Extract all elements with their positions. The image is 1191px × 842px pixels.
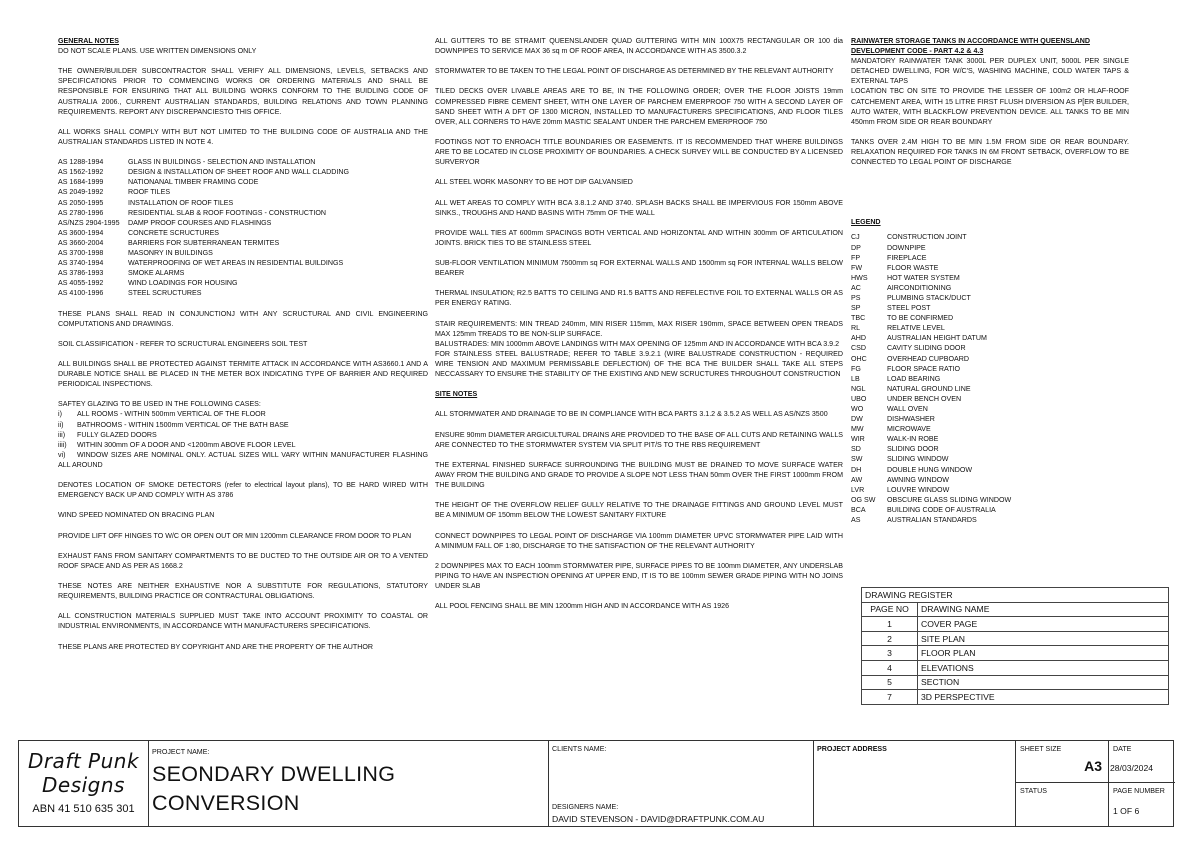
legend-item: NGL NATURAL GROUND LINE <box>851 384 971 393</box>
stainless-note: FOR STAINLESS STEEL BALUSTRADE; REFER TO TABLE 3.9.2.1 (WIRE BALUSTRADE CONSTRUCTION - REQUIRED WIRE TENSION AND MAXIMUM PERMISSABLE DEFLECTION) OF THE BCA THE BUILDER SHALL TAKE ALL STEPS NECCASSARY TO ENSURE THE STABILITY OF THE EXISTING AND NEW SCRUCTURES THROUGHOUT CONSTRUCTION <box>435 349 843 379</box>
project-name-line2: CONVERSION <box>152 791 300 815</box>
standard-item: AS 3700-1998 MASONRY IN BUILDINGS <box>58 248 213 257</box>
standard-item: AS 1684-1999 NATIONANAL TIMBER FRAMING CODE <box>58 178 259 187</box>
steel-note: ALL STEEL WORK MASONRY TO BE HOT DIP GALVANSIED <box>435 178 633 187</box>
standard-item: AS 1562-1992 DESIGN & INSTALLATION OF SHEET ROOF AND WALL CLADDING <box>58 168 349 177</box>
project-name-label: PROJECT NAME: <box>152 748 210 756</box>
tank-height-note: TANKS OVER 2.4M HIGH TO BE MIN 1.5M FROM SIDE OR REAR BOUNDARY. RELAXATION REQUIRED FOR TANKS IN 6M FRONT SETBACK, OVERFLOW TO BE CONNECTED TO LEGAL POINT OF DISCHARGE <box>851 137 1129 167</box>
legend-item: FG FLOOR SPACE RATIO <box>851 364 961 373</box>
termite-note: ALL BUILDINGS SHALL BE PROTECTED AGAINST TERMITE ATTACK IN ACCORDANCE WITH AS3660.1 AND A DURABLE NOTICE SHALL BE PLACED IN THE METER BOX INDICATING TYPE OF BARRIER AND REQUIRED PERIODICAL INSPECTIONS. <box>58 360 428 389</box>
legend-item: OG SW OBSCURE GLASS SLIDING WINDOW <box>851 495 1012 504</box>
exhaust-note: EXHAUST FANS FROM SANITARY COMPARTMENTS TO BE DUCTED TO THE OUTSIDE AIR OR TO A VENTED ROOF SPACE AND AS PER AS 1668.2 <box>58 551 428 570</box>
rainwater-heading: RAINWATER STORAGE TANKS IN ACCORDANCE WITH QUEENSLAND DEVELOPMENT CODE - PART 4.2 & 4.3 <box>851 37 1090 56</box>
date-value: 28/03/2024 <box>1110 763 1154 773</box>
safety-case: i) ALL ROOMS - WITHIN 500mm VERTICAL OF THE FLOOR <box>58 410 266 419</box>
date-label: DATE <box>1113 745 1132 753</box>
clients-label: CLIENTS NAME: <box>552 745 607 753</box>
legend-item: WIR WALK-IN ROBE <box>851 435 939 444</box>
company-name: Draft Punk Designs <box>27 749 140 797</box>
legend-item: FW FLOOR WASTE <box>851 263 939 272</box>
page-number-label: PAGE NUMBER <box>1113 787 1165 795</box>
table-row: 4 ELEVATIONS <box>862 660 1169 675</box>
safety-case: iiii) WITHIN 300mm OF A DOOR AND <1200mm ABOVE FLOOR LEVEL <box>58 440 296 449</box>
legend-item: PS PLUMBING STACK/DUCT <box>851 293 971 302</box>
soil-note: SOIL CLASSIFICATION - REFER TO SCRUCTURAL ENGINEERS SOIL TEST <box>58 339 308 348</box>
exhaustive-note: THESE NOTES ARE NEITHER EXHAUSTIVE NOR A SUBSTITUTE FOR REGULATIONS, STATUTORY REQUIREMENTS, BUILDING PRACTICE OR CONTRACTURAL OBLIGATIONS. <box>58 582 428 601</box>
copyright-note: THESE PLANS ARE PROTECTED BY COPYRIGHT AND ARE THE PROPERTY OF THE AUTHOR <box>58 642 373 651</box>
standard-item: AS 1288-1994 GLASS IN BUILDINGS - SELECTION AND INSTALLATION <box>58 158 316 167</box>
standard-item: AS/NZS 2904-1995 DAMP PROOF COURSES AND FLASHINGS <box>58 218 272 227</box>
legend-item: RL RELATIVE LEVEL <box>851 324 945 333</box>
date-cell <box>1109 741 1175 826</box>
standard-item: AS 3786-1993 SMOKE ALARMS <box>58 269 185 278</box>
legend-item: AHD AUSTRALIAN HEIGHT DATUM <box>851 334 987 343</box>
legend-item: AS AUSTRALIAN STANDARDS <box>851 516 977 525</box>
legend-item: SP STEEL POST <box>851 304 931 313</box>
table-row: 3 FLOOR PLAN <box>862 646 1169 661</box>
stair-balustrade-note <box>435 319 843 380</box>
table-row: 5 SECTION <box>862 675 1169 690</box>
project-address-cell <box>814 741 1016 826</box>
wind-speed-note: WIND SPEED NOMINATED ON BRACING PLAN <box>58 511 215 520</box>
drawing-register-table <box>861 587 1169 705</box>
hinges-note: PROVIDE LIFT OFF HINGES TO W/C OR OPEN OUT OR MIN 1200mm CLEARANCE FROM DOOR TO PLAN <box>58 531 412 540</box>
mandatory-text: MANDATORY RAINWATER TANK 3000L PER DUPLEX UNIT, 5000L PER SINGLE DETACHED DWELLING, FOR W/C'S, WASHING MACHINE, COLD WATER TAPS & EXTERNAL TAPS <box>851 57 1129 86</box>
designers-value: DAVID STEVENSON - DAVID@DRAFTPUNK.COM.AU <box>552 814 765 824</box>
smoke-detector-note: DENOTES LOCATION OF SMOKE DETECTORS (refer to electrical layout plans), TO BE HARD WIRED WITH EMERGENCY BACK UP AND COMPLY WITH AS 3786 <box>58 481 428 500</box>
legend-item: DP DOWNPIPE <box>851 243 926 252</box>
safety-case: ii) BATHROOMS - WITHIN 1500mm VERTICAL OF THE BATH BASE <box>58 420 289 429</box>
legend-item: DW DISHWASHER <box>851 415 935 424</box>
verify-note: THE OWNER/BUILDER SUBCONTRACTOR SHALL VERIFY ALL DIMENSIONS, LEVELS, SETBACKS AND SPECIFICATIONS PRIOR TO COMMENCING WORKS OR ORDERING MATERIALS AND SHALL BE RESPONSIBLE FOR ENSURING THAT ALL BUILDING WORKS CONFORM TO THE BUIDLING CODE OF AUSTRALIA 2006., CURRENT AUSTRALIAN STANDARDS, BUILDING RELATIONS AND TOWN PLANNING REQUIREMENTS. REPORT ANY DISCREPANCIESTO THIS OFFICE. <box>58 67 428 116</box>
project-name-cell <box>149 741 549 826</box>
footings-note: FOOTINGS NOT TO ENROACH TITLE BOUNDARIES OR EASEMENTS. IT IS RECOMMENDED THAT WHERE BUILDINGS ARE TO BE LOCATED IN CLOSE PROXIMITY OF BOUNDARIES. A CHECK SURVEY WILL BE CONDUCTED BY A LICENSED SURVERYOR <box>435 137 843 167</box>
safety-intro: SAFTEY GLAZING TO BE USED IN THE FOLLOWING CASES: <box>58 400 261 409</box>
surface-note: THE EXTERNAL FINISHED SURFACE SURROUNDING THE BUILDING MUST BE DRAINED TO MOVE SURFACE WATER AWAY FROM THE BUILDING AND GRADE TO PROVIDE A SLOPE NOT LESS THAN 50mm OVER THE FIRST 1000mm FROM THE BUILDING <box>435 460 843 490</box>
window-size-note: vi) WINDOW SIZES ARE NOMINAL ONLY. ACTUAL SIZES WILL VARY WITHIN MANUFACTURER FLASHING ALL AROUND <box>58 450 428 469</box>
standards-list <box>58 157 428 298</box>
legend-list <box>851 232 1129 525</box>
wall-ties-note: PROVIDE WALL TIES AT 600mm SPACINGS BOTH VERTICAL AND HORIZONTAL AND WITHIN 300mm OF ARTICULATION JOINTS. BRICK TIES TO BE STAINLESS STEEL <box>435 228 843 247</box>
pool-fencing-note: ALL POOL FENCING SHALL BE MIN 1200mm HIGH AND IN ACCORDANCE WITH AS 1926 <box>435 602 730 611</box>
downpipes-note: 2 DOWNPIPES MAX TO EACH 100mm STORMWATER PIPE, SURFACE PIPES TO BE 100mm DIAMETER, ANY UNDERSLAB PIPING TO HAVE AN INSPECTION OPENING AT UPPER END, IT IS TO BE 100mm SEWER GRADE PIPING WITH NO JOINS UNDER SLAB <box>435 561 843 591</box>
register-col-name: DRAWING NAME <box>918 602 1169 617</box>
standard-item: AS 2049-1992 ROOF TILES <box>58 188 171 197</box>
sheet-size-cell <box>1016 741 1109 826</box>
project-name-line1: SEONDARY DWELLING <box>152 762 396 786</box>
legend-item: LB LOAD BEARING <box>851 374 941 383</box>
standard-item: AS 3600-1994 CONCRETE SCRUCTURES <box>58 228 220 237</box>
drawing-register-title: DRAWING REGISTER <box>862 588 1169 603</box>
comply-note: ALL WORKS SHALL COMPLY WITH BUT NOT LIMITED TO THE BUILDING CODE OF AUSTRALIA AND THE AUSTRALIAN STANDARDS LISTED IN NOTE 4. <box>58 127 428 146</box>
legend-item: BCA BUILDING CODE OF AUSTRALIA <box>851 505 996 514</box>
legend-item: SD SLIDING DOOR <box>851 445 939 454</box>
standard-item: AS 2780-1996 RESIDENTIAL SLAB & ROOF FOOTINGS - CONSTRUCTION <box>58 208 326 217</box>
sheet-size-label: SHEET SIZE <box>1020 745 1062 753</box>
legend-item: OHC OVERHEAD CUPBOARD <box>851 354 969 363</box>
legend-item: HWS HOT WATER SYSTEM <box>851 273 960 282</box>
site-notes-heading: SITE NOTES <box>435 390 478 399</box>
standard-item: AS 3660-2004 BARRIERS FOR SUBTERRANEAN TERMITES <box>58 238 280 247</box>
overflow-note: THE HEIGHT OF THE OVERFLOW RELIEF GULLY RELATIVE TO THE DRAINAGE FITTINGS AND GROUND LEVEL MUST BE A MINIMUM OF 150mm BELOW THE LOWEST SANITARY FIXTURE <box>435 501 843 520</box>
legend-item: FP FIREPLACE <box>851 253 927 262</box>
drains-note: ENSURE 90mm DIAMETER ARGICULTURAL DRAINS ARE PROVIDED TO THE BASE OF ALL CUTS AND RETAINING WALLS ARE CONNECTED TO THE STORMWATER SYSTEM VIA SPLIT PIT/S TO THE RBS REQUIREMENT <box>435 430 843 449</box>
legend-item: AC AIRCONDITIONING <box>851 283 952 292</box>
materials-note: ALL CONSTRUCTION MATERIALS SUPPLIED MUST TAKE INTO ACCOUNT PROXIMITY TO COASTAL OR INDUSTRIAL ENVIRONMENTS, IN ACCORDANCE WITH MANUFACTURERS SPECIFICATIONS. <box>58 612 428 631</box>
register-col-page: PAGE NO <box>862 602 918 617</box>
project-address-label: PROJECT ADDRESS <box>817 745 887 753</box>
sheet-size-value: A3 <box>1084 758 1102 774</box>
table-row: 2 SITE PLAN <box>862 631 1169 646</box>
standard-item: AS 4100-1996 STEEL SCRUCTURES <box>58 289 202 298</box>
standard-item: AS 2050-1995 INSTALLATION OF ROOF TILES <box>58 198 234 207</box>
clients-cell <box>549 741 814 826</box>
legend-item: TBC TO BE CONFIRMED <box>851 314 954 323</box>
page-number-value: 1 OF 6 <box>1113 806 1140 816</box>
tiled-decks-note: TILED DECKS OVER LIVABLE AREAS ARE TO BE, IN THE FOLLOWING ORDER; OVER THE FLOOR JOISTS 19mm COMPRESSED FIBRE CEMENT SHEET, WITH ONE LAYER OF PARCHEM EMERPROOF 750 WITH A SECOND LAYER OF SAND SHEET WITH A DFT OF 1300 MICRON, INSTALLED TO MANUFACTURERS SPECIFICATIONS, AND FLOOR TILES OVER, ALL CORNERS TO HAVE 20mm MASTIC SEALANT UNDER THE PARCHEM EMERPROOF 750 <box>435 87 843 126</box>
mandatory-tank-note <box>851 56 1129 127</box>
rainwater-legend-column <box>851 36 1129 525</box>
connect-downpipes-note: CONNECT DOWNPIPES TO LEGAL POINT OF DISCHARGE VIA 100mm DIAMETER UPVC STORMWATER PIPE LAID WITH A MINIMUM FALL OF 1:80, DISCHARGE TO THE SATISFACTION OF THE RELEVANT AUTHORITY <box>435 531 843 550</box>
company-abn: ABN 41 510 635 301 <box>32 803 135 815</box>
table-row: 7 3D PERSPECTIVE <box>862 690 1169 705</box>
general-notes-heading: GENERAL NOTES <box>58 37 119 45</box>
stormwater-note: STORMWATER TO BE TAKEN TO THE LEGAL POINT OF DISCHARGE AS DETERMINED BY THE RELEVANT AUTHORITY <box>435 67 834 76</box>
general-notes-column <box>58 36 428 662</box>
title-block <box>18 740 1174 827</box>
balustrade-note: BALUSTRADES: MIN 1000mm ABOVE LANDINGS WITH MAX OPENING OF 125mm AND IN ACCORDANCE WITH BCA 3.9.2 <box>435 339 840 348</box>
legend-item: WO WALL OVEN <box>851 405 928 413</box>
standard-item: AS 3740-1994 WATERPROOFING OF WET AREAS IN RESIDENTIAL BUILDINGS <box>58 259 344 268</box>
stair-note: STAIR REQUIREMENTS: MIN TREAD 240mm, MIN RISER 115mm, MAX RISER 190mm, SPACE BETWEEN OPEN TREADS MAX 125mm TREADS TO BE NON-SLIP SURFACE. <box>435 319 843 338</box>
legend-item: LVR LOUVRE WINDOW <box>851 485 950 494</box>
company-logo <box>19 741 149 826</box>
safety-case: iii) FULLY GLAZED DOORS <box>58 430 157 439</box>
building-notes-column <box>435 36 843 621</box>
legend-item: MW MICROWAVE <box>851 425 931 434</box>
table-row: 1 COVER PAGE <box>862 617 1169 632</box>
legend-heading: LEGEND <box>851 218 881 227</box>
designers-label: DESIGNERS NAME: <box>552 803 619 811</box>
legend-item: CSD CAVITY SLIDING DOOR <box>851 344 966 353</box>
legend-item: CJ CONSTRUCTION JOINT <box>851 233 967 242</box>
site-stormwater-note: ALL STORMWATER AND DRAINAGE TO BE IN COMPLIANCE WITH BCA PARTS 3.1.2 & 3.5.2 AS WELL AS AS/NZS 3500 <box>435 410 828 419</box>
conjunction-note: THESE PLANS SHALL READ IN CONJUNCTIONJ WITH ANY SCRUCTURAL AND CIVIL ENGINEERING COMPUTATIONS AND DRAWINGS. <box>58 309 428 328</box>
location-text: LOCATION TBC ON SITE TO PROVIDE THE LESSER OF 100m2 OR HLAF-ROOF CATCHEMENT AREA, WITH 15 LITRE FIRST FLUSH DIVERSION AS P[ER BUILDER, AUTO WATER, WITH BLACKFLOW PREVENTION DEVICE. ALL TANKS TO BE MIN 450mm FROM SIDE OR REAR BOUNDARY <box>851 87 1129 126</box>
wet-areas-note: ALL WET AREAS TO COMPLY WITH BCA 3.8.1.2 AND 3740. SPLASH BACKS SHALL BE IMPERVIOUS FOR 150mm ABOVE SINKS., TROUGHS AND HAND BASINS WITH 75mm OF THE WALL <box>435 198 843 217</box>
status-label: STATUS <box>1020 787 1047 795</box>
legend-item: SW SLIDING WINDOW <box>851 455 949 464</box>
insulation-note: THERMAL INSULATION; R2.5 BATTS TO CEILING AND R1.5 BATTS AND REFELECTIVE FOIL TO EXTERNAL WALLS OR AS PER ENERGY RATING. <box>435 289 843 308</box>
gutters-note: ALL GUTTERS TO BE STRAMIT QUEENSLANDER QUAD GUTTERING WITH MIN 100X75 RECTANGULAR OR 100 dia DOWNPIPES TO SERVICE MAX 36 sq m OF ROOF AREA, IN ACCORDANCE WITH AS 3500.3.2 <box>435 37 843 56</box>
legend-item: AW AWNING WINDOW <box>851 475 949 484</box>
standard-item: AS 4055-1992 WIND LOADINGS FOR HOUSING <box>58 279 238 288</box>
safety-glazing-note <box>58 399 428 470</box>
ventilation-note: SUB-FLOOR VENTILATION MINIMUM 7500mm sq FOR EXTERNAL WALLS AND 1500mm sq FOR INTERNAL WALLS BELOW BEARER <box>435 259 843 278</box>
legend-item: DH DOUBLE HUNG WINDOW <box>851 465 973 474</box>
scale-note: DO NOT SCALE PLANS. USE WRITTEN DIMENSIONS ONLY <box>58 47 257 56</box>
legend-item: UBO UNDER BENCH OVEN <box>851 394 962 403</box>
